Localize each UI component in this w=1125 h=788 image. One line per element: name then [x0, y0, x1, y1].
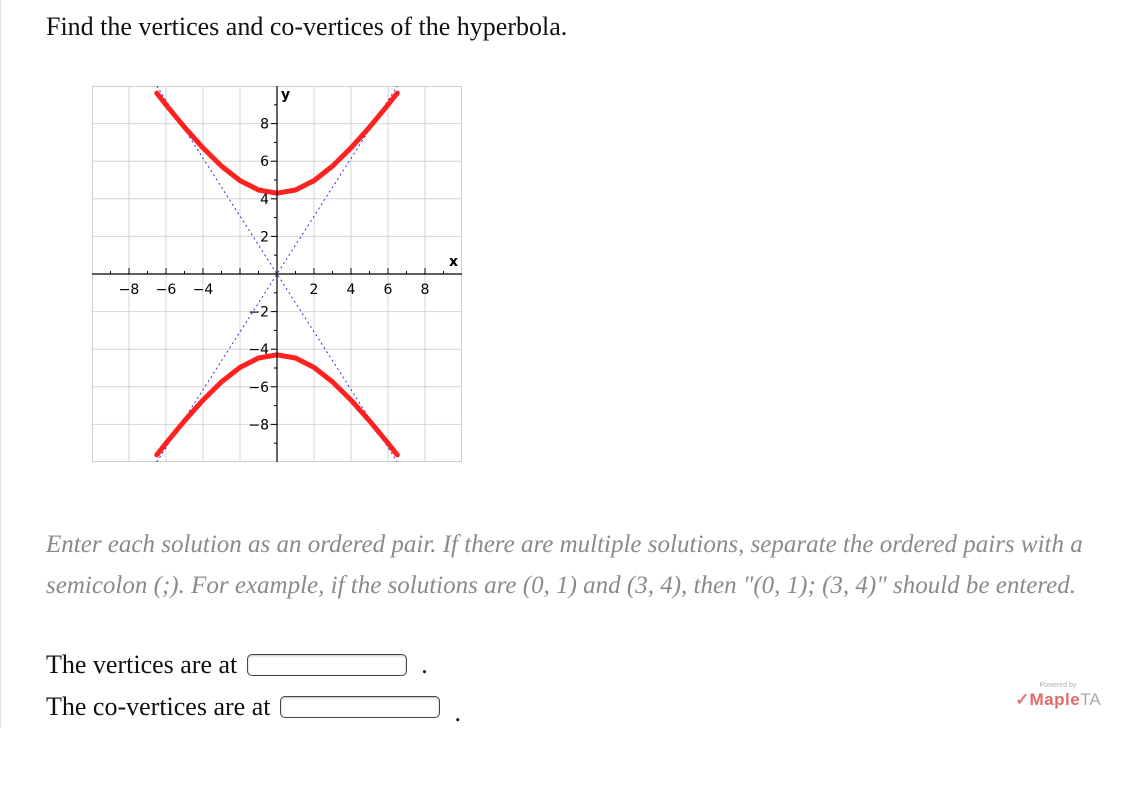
x-tick-label: −4 — [192, 282, 214, 298]
covertices-answer-row — [46, 692, 461, 727]
logo-wordmark — [1015, 690, 1100, 710]
logo-maple: Maple — [1029, 690, 1081, 709]
y-axis-label: y — [281, 87, 291, 103]
y-tick-label: −2 — [248, 304, 269, 321]
y-tick-label: 8 — [260, 116, 269, 133]
x-tick-label: 4 — [346, 282, 356, 298]
vertices-period: . — [421, 650, 428, 679]
y-tick-label: −6 — [248, 379, 269, 396]
vertices-input[interactable] — [247, 654, 407, 676]
mapleta-logo — [1008, 682, 1108, 710]
x-tick-label: 6 — [383, 282, 393, 298]
covertices-label: The co-vertices are at — [46, 692, 271, 721]
hyperbola-graph — [92, 86, 462, 462]
y-tick-label: −4 — [248, 342, 269, 359]
x-tick-label: 2 — [309, 282, 319, 298]
x-tick-label: −8 — [118, 282, 140, 298]
check-icon: ✓ — [1015, 690, 1030, 709]
vertices-label: The vertices are at — [46, 650, 238, 679]
x-axis-label: x — [448, 254, 458, 270]
left-border — [0, 0, 1, 728]
logo-powered-by: Powered by — [1039, 682, 1077, 689]
x-tick-label: 8 — [420, 282, 430, 298]
x-tick-label: −6 — [155, 282, 177, 298]
instructions-text: Enter each solution as an ordered pair. If there are multiple solutions, separate the ordered pairs with a semicolon (;). For example, if the solutions are (0, 1) and (3, 4), then "(0, 1); (3, 4)" should be entered. — [46, 531, 1083, 599]
covertices-input[interactable] — [280, 696, 440, 718]
vertices-answer-row — [46, 650, 428, 680]
y-tick-label: 4 — [260, 191, 269, 208]
y-tick-label: −8 — [248, 417, 269, 434]
logo-ta: TA — [1080, 690, 1101, 709]
question-prompt: Find the vertices and co-vertices of the hyperbola. — [46, 12, 568, 41]
y-tick-label: 2 — [260, 229, 269, 246]
covertices-period: . — [454, 698, 461, 727]
y-tick-label: 6 — [260, 154, 269, 171]
